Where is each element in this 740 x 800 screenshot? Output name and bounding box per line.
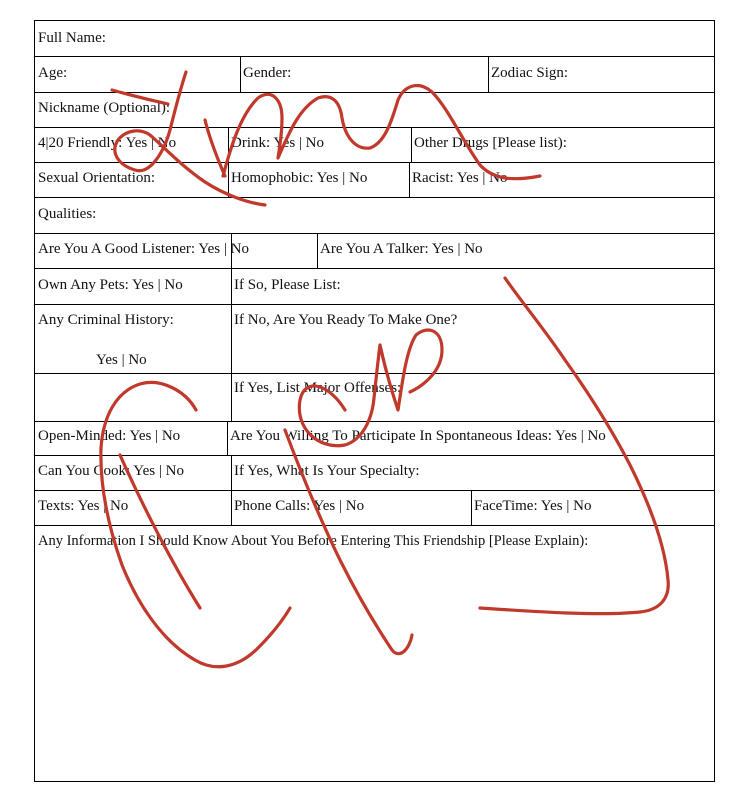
gender-label: Gender: xyxy=(243,65,292,81)
row-divider xyxy=(35,490,714,491)
row-divider xyxy=(35,525,714,526)
row-divider xyxy=(35,233,714,234)
friendship-form xyxy=(34,20,715,782)
drink-label: Drink: Yes | No xyxy=(231,135,325,151)
row-divider xyxy=(35,56,714,57)
zodiac-sign-label: Zodiac Sign: xyxy=(491,65,569,81)
specialty-label: If Yes, What Is Your Specialty: xyxy=(234,463,420,479)
criminal-yes-no: Yes | No xyxy=(96,352,147,368)
row-divider xyxy=(35,162,714,163)
row-divider xyxy=(35,421,714,422)
qualities-label: Qualities: xyxy=(38,206,97,222)
row-divider xyxy=(35,373,714,374)
row-divider xyxy=(35,197,714,198)
pets-list-label: If So, Please List: xyxy=(234,277,341,293)
row-divider xyxy=(35,92,714,93)
major-offenses-label: If Yes, List Major Offenses: xyxy=(234,380,402,396)
facetime-label: FaceTime: Yes | No xyxy=(474,498,592,514)
cook-label: Can You Cook: Yes | No xyxy=(38,463,184,479)
age-label: Age: xyxy=(38,65,68,81)
sexual-orientation-label: Sexual Orientation: xyxy=(38,170,156,186)
other-drugs-label: Other Drugs [Please list): xyxy=(414,135,567,151)
spontaneous-ideas-label: Are You Willing To Participate In Spontaneous Ideas: Yes | No xyxy=(230,428,606,444)
good-listener-label: Are You A Good Listener: Yes | No xyxy=(38,241,249,257)
texts-label: Texts: Yes | No xyxy=(38,498,129,514)
nickname-label: Nickname (Optional): xyxy=(38,100,171,116)
friendship-info-label: Any Information I Should Know About You Before Entering This Friendship [Please Explain): xyxy=(38,533,589,549)
pets-label: Own Any Pets: Yes | No xyxy=(38,277,183,293)
friendly-420-label: 4|20 Friendly: Yes | No xyxy=(38,135,177,151)
open-minded-label: Open-Minded: Yes | No xyxy=(38,428,181,444)
full-name-label: Full Name: xyxy=(38,30,106,46)
criminal-history-label: Any Criminal History: xyxy=(38,312,174,328)
row-divider xyxy=(35,455,714,456)
row-divider xyxy=(35,304,714,305)
row-divider xyxy=(35,127,714,128)
row-divider xyxy=(35,268,714,269)
racist-label: Racist: Yes | No xyxy=(412,170,508,186)
talker-label: Are You A Talker: Yes | No xyxy=(320,241,483,257)
phone-calls-label: Phone Calls: Yes | No xyxy=(234,498,365,514)
homophobic-label: Homophobic: Yes | No xyxy=(231,170,368,186)
ready-to-make-one-label: If No, Are You Ready To Make One? xyxy=(234,312,458,328)
